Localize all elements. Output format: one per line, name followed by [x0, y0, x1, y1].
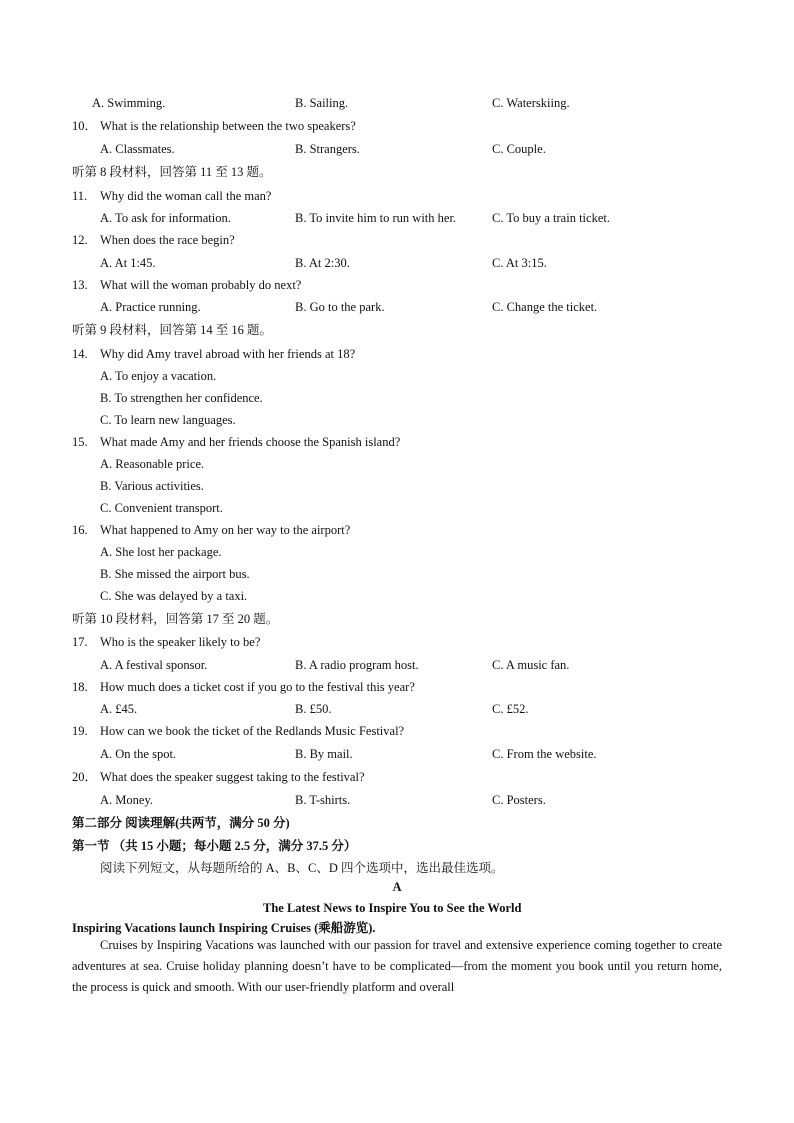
- question-number: 14.: [72, 347, 88, 361]
- question-text: Why did Amy travel abroad with her friends at 18?: [100, 347, 356, 361]
- section-header-8: 听第 8 段材料，回答第 11 至 13 题。: [72, 165, 272, 179]
- passage-letter: A: [392, 880, 402, 894]
- option-b: B. Go to the park.: [295, 300, 385, 314]
- option-c: C. At 3:15.: [492, 256, 547, 270]
- section-header-10: 听第 10 段材料，回答第 17 至 20 题。: [72, 612, 279, 626]
- question-number: 16.: [72, 523, 88, 537]
- question-text: How can we book the ticket of the Redlands Music Festival?: [100, 724, 405, 738]
- option-c: C. From the website.: [492, 747, 597, 761]
- question-text: How much does a ticket cost if you go to the festival this year?: [100, 680, 415, 694]
- q9-option-b: B. Sailing.: [295, 96, 349, 110]
- question-number: 10．: [72, 119, 98, 133]
- option-c: C. Posters.: [492, 793, 546, 807]
- section-header-9: 听第 9 段材料，回答第 14 至 16 题。: [72, 323, 273, 337]
- option-b: B. By mail.: [295, 747, 353, 761]
- option-b: B. Various activities.: [100, 479, 204, 493]
- part-two-title: 第二部分 阅读理解(共两节，满分 50 分): [72, 816, 290, 830]
- option-c: C. To learn new languages.: [100, 413, 236, 427]
- option-a: A. Reasonable price.: [100, 457, 205, 471]
- passage-body: Cruises by Inspiring Vacations was launched with our passion for travel and extensive experience coming together to create adventures at sea. Cruise holiday planning doesn’t have to be complicated—from the moment you book until you return home, the process is quick and smooth. With our user-friendly platform and overall: [72, 938, 722, 994]
- option-a: A. £45.: [100, 702, 138, 716]
- section-one-title: 第一节 （共 15 小题；每小题 2.5 分，满分 37.5 分）: [72, 839, 357, 853]
- question-text: What will the woman probably do next?: [100, 278, 302, 292]
- question-text: What does the speaker suggest taking to the festival?: [100, 770, 365, 784]
- q9-option-a: A. Swimming.: [92, 96, 166, 110]
- instruction-text: 阅读下列短文，从每题所给的 A、B、C、D 四个选项中，选出最佳选项。: [100, 861, 504, 875]
- option-a: A. To ask for information.: [100, 211, 231, 225]
- question-text: When does the race begin?: [100, 233, 235, 247]
- question-text: Why did the woman call the man?: [100, 189, 272, 203]
- option-c: C. Change the ticket.: [492, 300, 598, 314]
- option-a: A. Money.: [100, 793, 154, 807]
- option-a: A. On the spot.: [100, 747, 177, 761]
- option-a: A. At 1:45.: [100, 256, 156, 270]
- question-number: 13.: [72, 278, 88, 292]
- option-c: C. Couple.: [492, 142, 546, 156]
- passage-subtitle: Inspiring Vacations launch Inspiring Cruises (乘船游览).: [72, 921, 376, 935]
- question-text: Who is the speaker likely to be?: [100, 635, 261, 649]
- option-c: C. To buy a train ticket.: [492, 211, 610, 225]
- option-a: A. To enjoy a vacation.: [100, 369, 217, 383]
- option-a: A. Classmates.: [100, 142, 175, 156]
- option-b: B. At 2:30.: [295, 256, 350, 270]
- option-b: B. A radio program host.: [295, 658, 419, 672]
- passage-title: The Latest News to Inspire You to See the World: [263, 901, 522, 915]
- question-number: 19.: [72, 724, 88, 738]
- option-c: C. She was delayed by a taxi.: [100, 589, 248, 603]
- question-number: 17.: [72, 635, 88, 649]
- option-a: A. Practice running.: [100, 300, 201, 314]
- question-number: 11.: [72, 189, 88, 203]
- option-b: B. £50.: [295, 702, 332, 716]
- option-a: A. A festival sponsor.: [100, 658, 208, 672]
- question-number: 18.: [72, 680, 88, 694]
- option-c: C. A music fan.: [492, 658, 570, 672]
- question-text: What is the relationship between the two speakers?: [100, 119, 356, 133]
- question-number: 12.: [72, 233, 88, 247]
- question-number: 20．: [72, 770, 98, 784]
- question-text: What happened to Amy on her way to the airport?: [100, 523, 351, 537]
- option-b: B. To invite him to run with her.: [295, 211, 457, 225]
- question-number: 15.: [72, 435, 88, 449]
- question-text: What made Amy and her friends choose the Spanish island?: [100, 435, 401, 449]
- option-b: B. Strangers.: [295, 142, 360, 156]
- option-b: B. She missed the airport bus.: [100, 567, 250, 581]
- option-b: B. T-shirts.: [295, 793, 351, 807]
- option-c: C. Convenient transport.: [100, 501, 223, 515]
- option-a: A. She lost her package.: [100, 545, 222, 559]
- option-b: B. To strengthen her confidence.: [100, 391, 263, 405]
- option-c: C. £52.: [492, 702, 529, 716]
- q9-option-c: C. Waterskiing.: [492, 96, 570, 110]
